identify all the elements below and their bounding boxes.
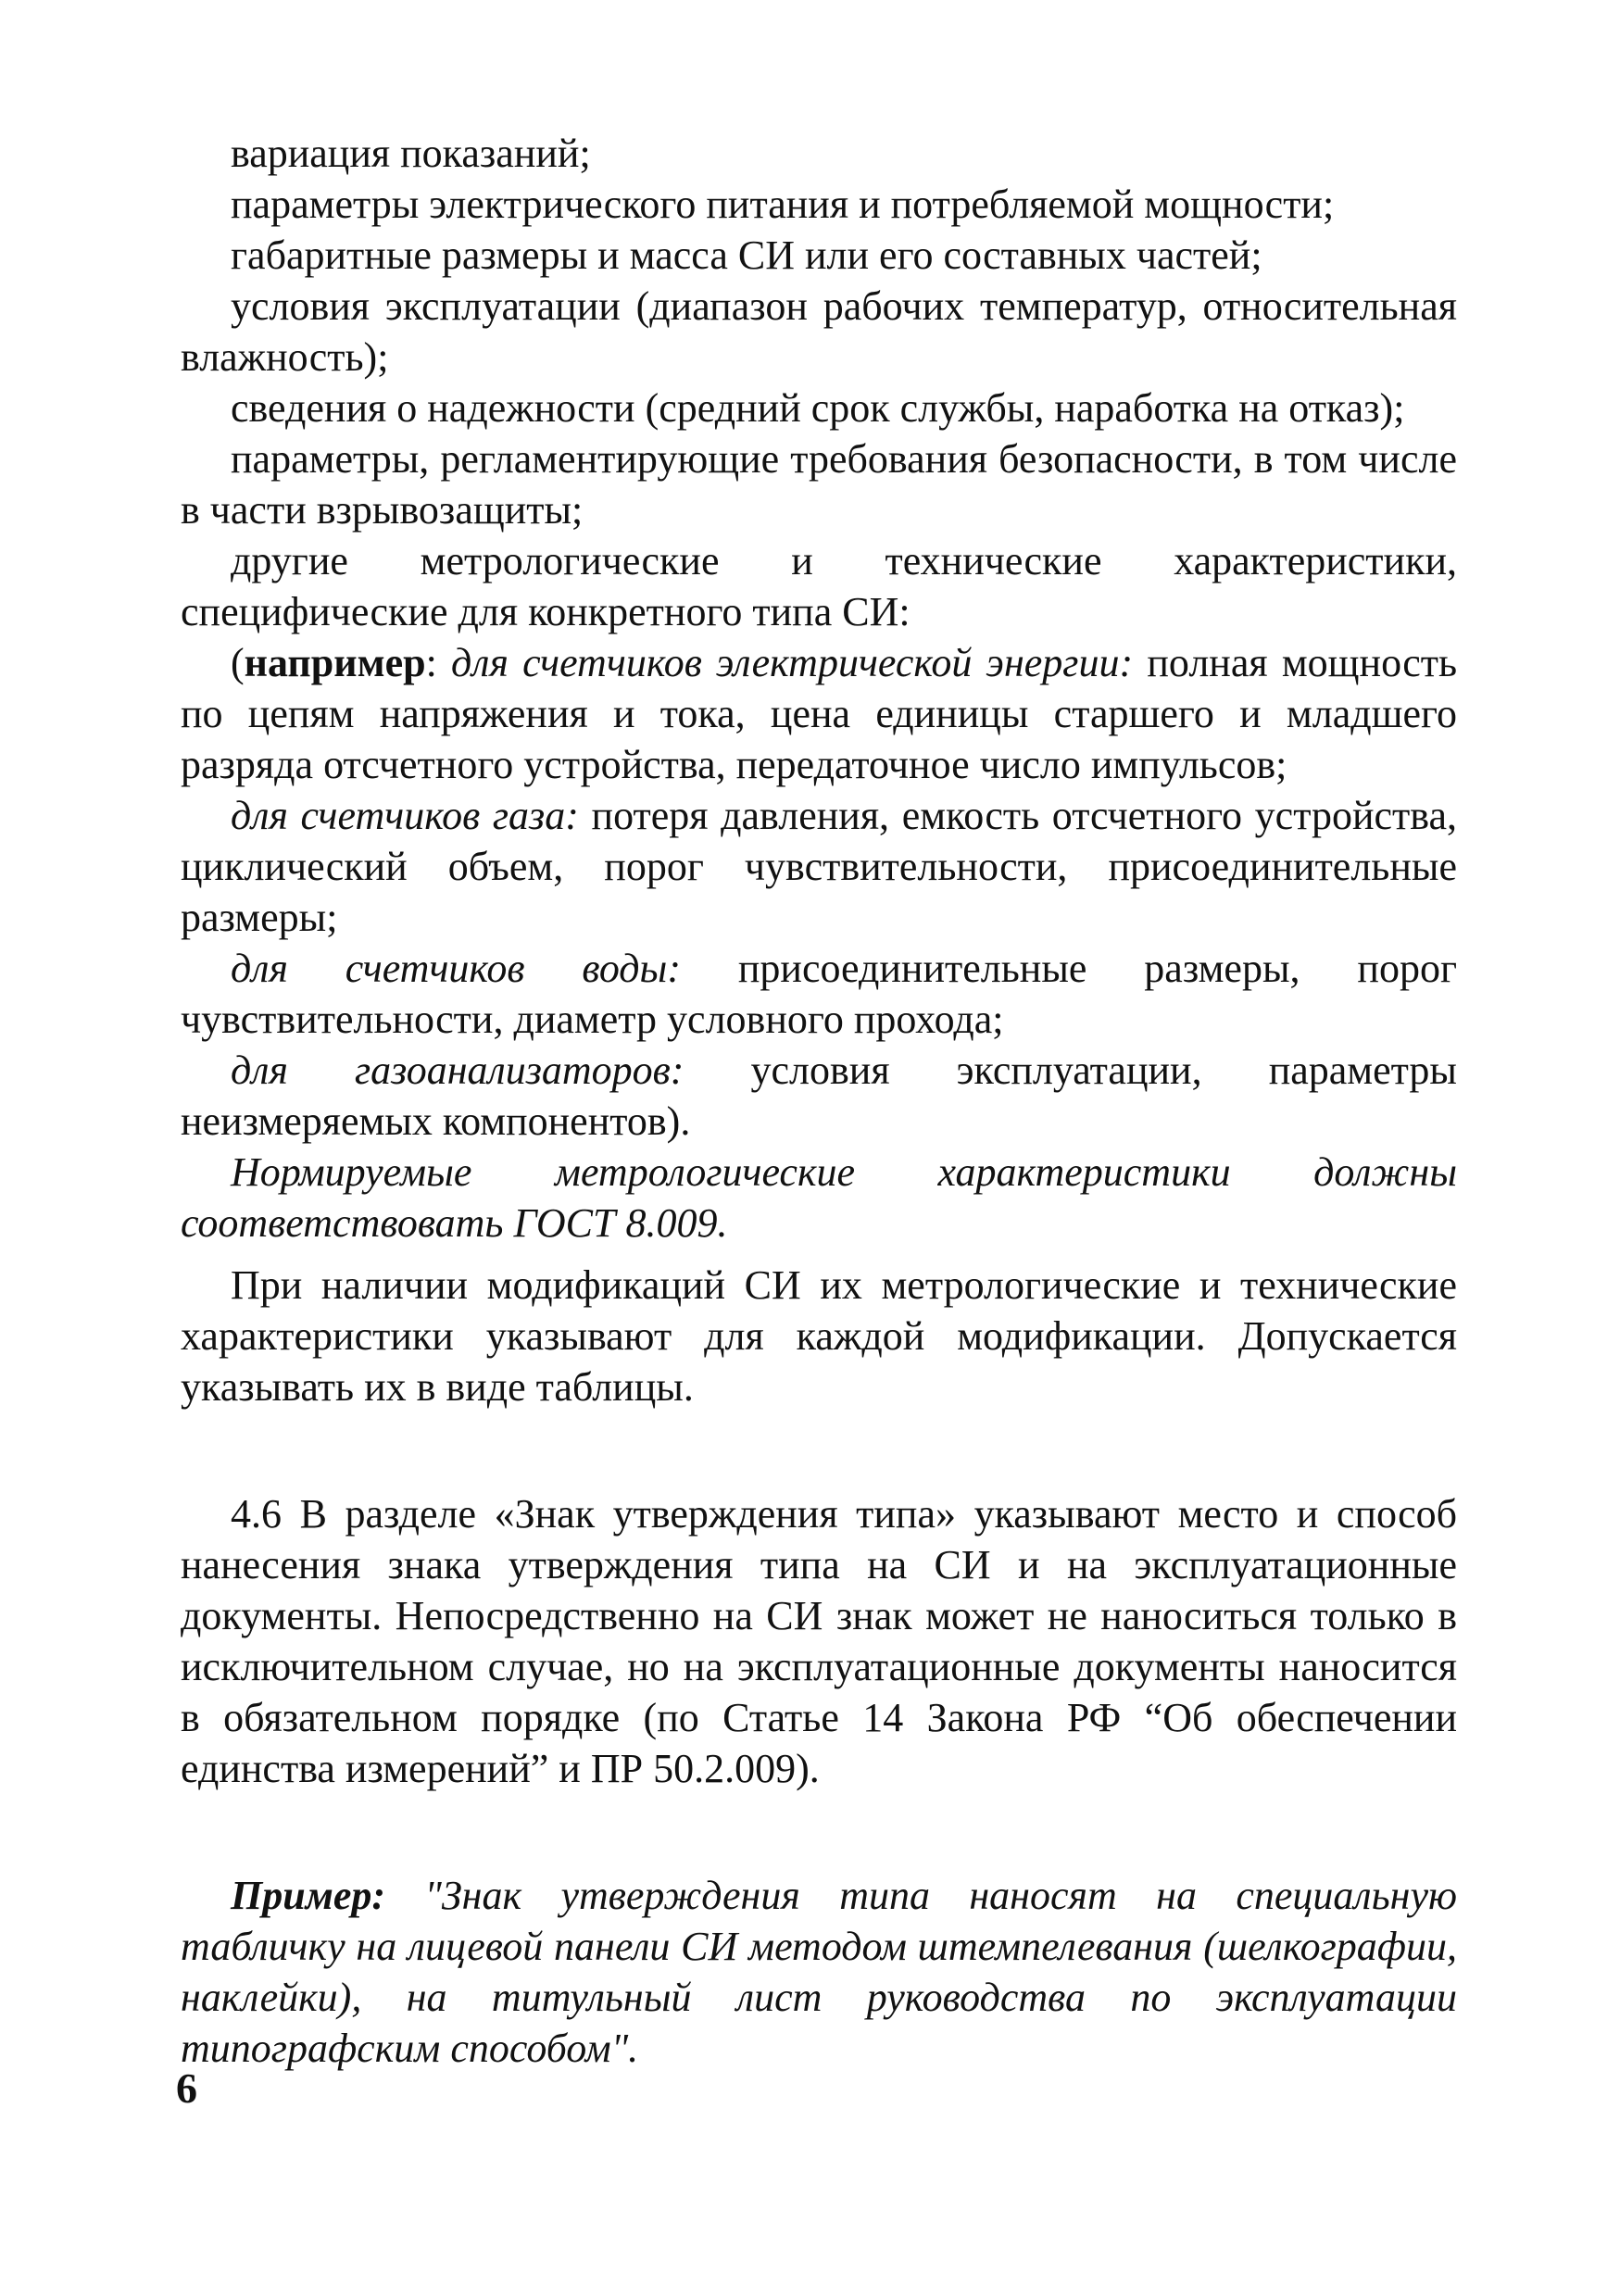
final-example-text: "Знак утверждения типа наносят на специальную табличку на лицевой панели СИ методом штемпелевания (шелкографии, наклейки), на титульный лист руководства по эксплуатации типографским способом". <box>181 1873 1457 2071</box>
list-item: условия эксплуатации (диапазон рабочих температур, относительная влажность); <box>181 283 1457 380</box>
gas-meter-text: потеря давления, емкость отсчетного устройства, циклический объем, порог чувствительности, присоединительные размеры; <box>181 793 1458 940</box>
norm-paragraph: Нормируемые метрологические характеристики должны соответствовать ГОСТ 8.009. <box>181 1149 1457 1246</box>
page-number: 6 <box>176 2064 197 2112</box>
final-example-paragraph <box>181 1870 1457 2074</box>
water-meter-label: для счетчиков воды: <box>231 946 681 991</box>
example-open-paren: ( <box>231 640 245 685</box>
gas-meter-label: для счетчиков газа: <box>231 793 579 838</box>
page-content <box>181 128 1457 2074</box>
gas-analyzer-label: для газоанализаторов: <box>231 1048 684 1093</box>
list-item: сведения о надежности (средний срок службы, наработка на отказ); <box>231 385 1405 431</box>
list-item: параметры, регламентирующие требования безопасности, в том числе в части взрывозащиты; <box>181 436 1457 533</box>
example-electric-paragraph <box>181 637 1457 790</box>
section-4-6-paragraph: 4.6 В разделе «Знак утверждения типа» указывают место и способ нанесения знака утверждения типа на СИ и на эксплуатационные документы. Непосредственно на СИ знак может не наноситься только в исключительном случае, но на эксплуатационные документы наносится в обязательном порядке (по Статье 14 Закона РФ “Об обеспечении единства измерений” и ПР 50.2.009). <box>181 1491 1457 1791</box>
final-example-colon: : <box>371 1873 386 1918</box>
final-example-label: Пример <box>231 1873 372 1918</box>
modification-paragraph: При наличии модификаций СИ их метрологические и технические характеристики указывают для каждой модификации. Допускается указывать их в виде таблицы. <box>181 1262 1457 1410</box>
list-item: другие метрологические и технические характеристики, специфические для конкретного типа СИ: <box>181 538 1457 634</box>
list-item: габаритные размеры и масса СИ или его составных частей; <box>231 232 1262 278</box>
list-item: вариация показаний; <box>231 131 591 176</box>
list-item: параметры электрического питания и потребляемой мощности; <box>231 182 1335 227</box>
example-bold-label: например <box>244 640 426 685</box>
electric-meter-text: полная мощность по цепям напряжения и тока, цена единицы старшего и младшего разряда отсчетного устройства, передаточное число импульсов; <box>181 640 1458 787</box>
example-water-paragraph <box>181 943 1457 1045</box>
example-gas-paragraph <box>181 790 1457 943</box>
example-analyzer-paragraph <box>181 1045 1457 1147</box>
electric-meter-label: для счетчиков электрической энергии: <box>451 640 1134 685</box>
water-meter-text: присоединительные размеры, порог чувствительности, диаметр условного прохода; <box>181 946 1457 1042</box>
example-colon: : <box>425 640 437 685</box>
gas-analyzer-text: условия эксплуатации, параметры неизмеряемых компонентов). <box>181 1048 1457 1144</box>
